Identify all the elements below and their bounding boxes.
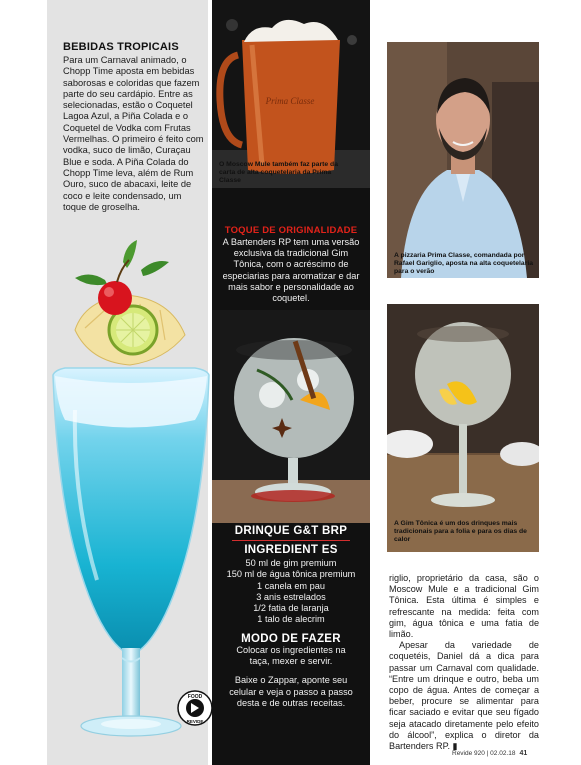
page-footer bbox=[452, 750, 527, 757]
ingredient-item: 50 ml de gim premium bbox=[245, 558, 337, 568]
ingredient-item: 1 talo de alecrim bbox=[257, 614, 325, 625]
gin-tonica-caption: A Gim Tônica é um dos drinques mais tradicionais para a folia e para os dias de calor bbox=[394, 520, 527, 543]
ingredient-item: 1 canela em pau bbox=[257, 580, 325, 591]
gin-tonica-photo bbox=[387, 304, 539, 552]
page-number: 41 bbox=[519, 750, 528, 757]
gt-brp-drink-photo bbox=[212, 310, 370, 523]
svg-text:FOOD: FOOD bbox=[187, 694, 203, 700]
right-paragraph-2: Apesar da variedade de coquetéis, Daniel dá a dica para passar um Carnaval com qualidade. “Entre um drinque e outro, beba um copo de água. Antes de começar a beber, procure se alimentar para ficar saciado e evitar que seu fígado seja atacado diretamente pelo efeito do álcool”, explica o diretor da Bartenders RP. ▮ bbox=[389, 640, 539, 752]
recipe-ingredients-title: INGREDIENT ES bbox=[244, 544, 338, 556]
recipe-block bbox=[212, 525, 370, 709]
toque-de-originalidade-title: TOQUE DE ORIGINALIDADE bbox=[224, 225, 358, 236]
recipe-method-title: MODO DE FAZER bbox=[241, 632, 341, 645]
left-body-text: Para um Carnaval animado, o Chopp Time aposta em bebidas saborosas e coloridas que fazem parte do seu cardápio. Entre as selecionadas, estão o Coquetel Lagoa Azul, a Piña Colada e o Coquetel de Vodka com Frutas Vermelhas. O primeiro é feito com vodka, suco de limão, Curaçau Blue e soda. A Piña Colada do Chopp Time leva, além de Rum Ouro, suco de abacaxi, leite de coco e leite condensado, um toque de groselha. bbox=[63, 55, 204, 212]
ingredient-item: 1/2 fatia de laranja bbox=[253, 603, 329, 614]
ingredient-item: 3 anis estrelados bbox=[256, 591, 326, 602]
toque-de-originalidade-text: A Bartenders RP tem uma versão exclusiva da tradicional Gim Tônica, com o acréscimo de especiarias para aromatizar e dar mais sabor e personalidade ao coquetel. bbox=[222, 237, 360, 304]
food-revide-logo-icon bbox=[177, 690, 213, 726]
mug-engraving-text: Prima Classe bbox=[265, 96, 315, 106]
recipe-drink-title: DRINQUE G&T BRP bbox=[234, 525, 348, 537]
ingredient-item: 150 ml de água tônica premium bbox=[226, 569, 356, 580]
svg-text:REVIDE: REVIDE bbox=[186, 719, 204, 724]
rafael-gariglio-caption: A pizzaria Prima Classe, comandada por Rafael Gariglio, aposta na alta coquetelaria para o verão bbox=[394, 252, 534, 275]
rafael-gariglio-photo bbox=[387, 42, 539, 278]
recipe-method-text: Colocar os ingredientes na taça, mexer e servir. bbox=[236, 644, 346, 667]
right-body-text bbox=[389, 573, 539, 752]
zappar-instruction: Baixe o Zappar, aponte seu celular e veja o passo a passo desta e de outras receitas. bbox=[229, 675, 353, 708]
magazine-issue: Revide 920 | 02.02.18 bbox=[452, 750, 516, 757]
moscow-mule-caption: O Moscow Mule também faz parte da carta de alta coquetelaria da Prima Classe bbox=[219, 161, 338, 184]
moscow-mule-photo bbox=[212, 0, 370, 188]
right-paragraph-1: riglio, proprietário da casa, são o Moscow Mule e a tradicional Gim Tônica. Esta última é simples e refrescante na medida: feita com gim, água tônica e uma fatia de limão. bbox=[389, 573, 539, 640]
recipe-divider bbox=[232, 540, 350, 541]
section-title-bebidas-tropicais: BEBIDAS TROPICAIS bbox=[63, 41, 179, 53]
blue-lagoon-cocktail-image bbox=[45, 240, 215, 755]
